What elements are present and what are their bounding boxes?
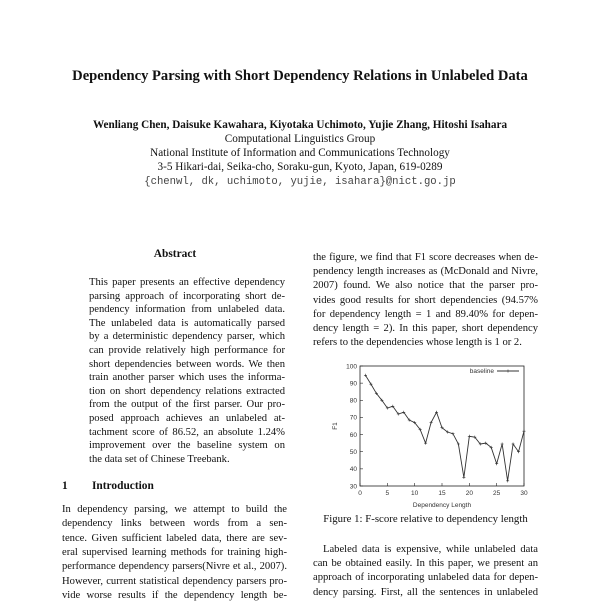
text-line: short dependencies between words. We then (89, 358, 285, 370)
section-heading-introduction: Introduction (92, 480, 154, 492)
x-tick-label: 15 (438, 490, 446, 497)
paper-title: Dependency Parsing with Short Dependency Relations in Unlabeled Data (72, 68, 528, 84)
series-line-baseline (365, 375, 524, 481)
x-tick-label: 30 (520, 490, 528, 497)
x-tick-label: 10 (411, 490, 419, 497)
section-number: 1 (62, 480, 68, 492)
data-point (468, 435, 471, 438)
text-line: vide worse results if the dependency length be- (62, 589, 287, 601)
text-line: improvement over the baseline system on (89, 440, 285, 452)
data-point (495, 462, 498, 465)
text-line: the figure, we find that F1 score decreases when de- (313, 252, 538, 263)
abstract-heading: Abstract (153, 248, 197, 260)
data-point (523, 430, 526, 433)
x-tick-label: 25 (493, 490, 501, 497)
x-tick-label: 0 (358, 490, 362, 497)
text-line: approach of incorporating unlabeled data for depen- (313, 572, 538, 584)
text-line: Labeled data is expensive, while unlabeled data (323, 544, 538, 555)
text-line: refers to the dependencies whose length is 1 or 2. (313, 337, 522, 349)
y-tick-label: 100 (346, 363, 357, 371)
y-tick-label: 80 (349, 397, 357, 405)
text-line: tachment score of 86.52, an absolute 1.24% (89, 426, 285, 438)
text-line: the data set of Chinese Treebank. (89, 453, 230, 465)
text-line: dency length = 2). In this paper, short dependency (313, 323, 538, 334)
text-line: pendency length increases as (McDonald and Nivre, (313, 266, 538, 278)
x-axis-label: Dependency Length (412, 502, 472, 509)
authors: Wenliang Chen, Daisuke Kawahara, Kiyotaka Uchimoto, Yujie Zhang, Hitoshi Isahara (92, 119, 508, 131)
data-point (501, 443, 504, 446)
text-line: However, current statistical dependency parsers pro- (62, 575, 287, 587)
text-line: pendency information from unlabeled data. (89, 304, 285, 316)
affiliation-group: Computational Linguistics Group (224, 133, 376, 145)
text-line: 2007) found. We also notice that the parser pro- (313, 280, 538, 292)
y-tick-label: 30 (349, 483, 357, 491)
text-line: The unlabeled data is automatically parsed (89, 317, 285, 329)
text-line: This paper presents an effective dependency (89, 277, 285, 288)
data-point (424, 442, 427, 445)
text-line: by a deterministic dependency parser, which (89, 331, 285, 343)
data-point (462, 476, 465, 479)
text-line: performance dependency parsers(Nivre et al., 2007). (62, 561, 287, 573)
plot-frame (360, 366, 524, 486)
y-tick-label: 40 (349, 466, 357, 474)
figure-1-chart (325, 355, 535, 515)
text-line: dency parsing. First, all the sentences in unlabeled (313, 586, 538, 598)
text-line: train another parser which uses the informa- (89, 372, 285, 384)
text-line: tence. Given sufficient labeled data, there are sev- (62, 532, 287, 544)
text-line: from the output of the first parser. Our pro- (89, 399, 285, 411)
affiliation-institute: National Institute of Information and Communications Technology (150, 147, 450, 159)
y-tick-label: 60 (349, 431, 357, 439)
affiliation-address: 3-5 Hikari-dai, Seika-cho, Soraku-gun, Kyoto, Japan, 619-0289 (157, 161, 443, 173)
text-line: In dependency parsing, we attempt to build the (62, 504, 287, 515)
figure-caption: Figure 1: F-score relative to dependency length (323, 513, 528, 525)
text-line: posed approach achieves an unlabeled at- (89, 413, 285, 424)
author-emails: {chenwl, dk, uchimoto, yujie, isahara}@nict.go.jp (144, 176, 456, 188)
text-line: for dependency length = 1 and 89.40% for depen- (313, 308, 538, 320)
y-tick-label: 90 (349, 380, 357, 388)
legend-label: baseline (469, 368, 494, 375)
text-line: can provide relatively high performance for (89, 345, 285, 356)
y-tick-label: 50 (349, 449, 357, 457)
y-tick-label: 70 (349, 414, 357, 422)
y-axis-label: F1 (332, 422, 339, 430)
text-line: vides good results for short dependencies (94.57% (313, 294, 538, 306)
text-line: eral supervised learning methods for training high- (62, 546, 287, 558)
x-tick-label: 20 (465, 490, 473, 497)
x-tick-label: 5 (385, 490, 390, 497)
text-line: parsing approach of incorporating short de- (89, 290, 285, 302)
text-line: dependency links between words from a sen- (62, 518, 287, 530)
text-line: can be obtained easily. In this paper, we present an (313, 558, 538, 570)
text-line: tion on short dependency relations extracted (89, 385, 285, 397)
data-point (506, 479, 509, 482)
